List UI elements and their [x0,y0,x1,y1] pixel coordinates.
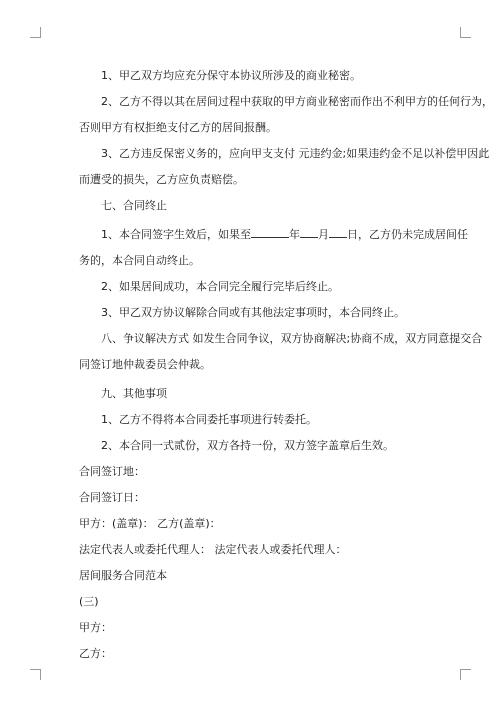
year-label: 年 [289,228,300,241]
other-clause-1: 1、乙方不得将本合同委托事项进行转委托。 [101,413,317,426]
section-7-heading: 七、合同终止 [101,199,167,212]
year-blank [251,225,289,238]
corner-mark-bottom-left [30,669,41,680]
signing-date: 合同签订日： [79,491,145,504]
representatives: 法定代表人或委托代理人： 法定代表人或委托代理人： [79,543,347,556]
termination-clause-1-line2: 务的，本合同自动终止。 [79,254,200,267]
termination-clause-1-line1 [79,223,468,247]
termination-clause-2: 2、如果居间成功，本合同完全履行完毕后终止。 [101,280,339,293]
other-clause-2: 2、本合同一式贰份，双方各持一份，双方签字盖章后生效。 [101,439,394,452]
document-body [79,64,493,666]
month-blank [300,225,318,238]
party-b-label: 乙方： [79,647,112,660]
confidentiality-clause-2-line2: 否则甲方有权拒绝支付乙方的居间报酬。 [79,121,277,134]
month-label: 月 [318,228,329,241]
confidentiality-clause-3-line2: 而遭受的损失，乙方应负责赔偿。 [79,173,244,186]
corner-mark-top-left [30,27,41,38]
contract-number: (三) [79,595,99,608]
section-9-heading: 九、其他事项 [101,387,167,400]
day-blank [329,225,347,238]
confidentiality-clause-2-line1: 2、乙方不得以其在居间过程中获取的甲方商业秘密而作出不利甲方的任何行为， [101,95,493,108]
termination-clause-1-prefix: 1、本合同签字生效后，如果至 [101,228,251,241]
termination-clause-3: 3、甲乙双方协议解除合同或有其他法定事项时，本合同终止。 [101,306,405,319]
confidentiality-clause-1: 1、甲乙双方均应充分保守本协议所涉及的商业秘密。 [101,69,361,82]
dispute-clause-line1: 八、争议解决方式 如发生合同争议，双方协商解决;协商不成，双方同意提交合 [101,332,483,345]
party-a-label: 甲方： [79,621,112,634]
party-seals: 甲方：(盖章)： 乙方(盖章)： [79,517,221,530]
confidentiality-clause-3-line1: 3、乙方违反保密义务的，应向甲支支付 元违约金;如果违约金不足以补偿甲因此 [101,147,490,160]
corner-mark-bottom-right [460,669,471,680]
next-contract-title: 居间服务合同范本 [79,569,167,582]
signing-place: 合同签订地： [79,465,145,478]
corner-mark-top-right [460,27,471,38]
termination-clause-1-suffix: 日，乙方仍未完成居间任 [347,228,468,241]
dispute-clause-line2: 同签订地仲裁委员会仲裁。 [79,358,211,371]
